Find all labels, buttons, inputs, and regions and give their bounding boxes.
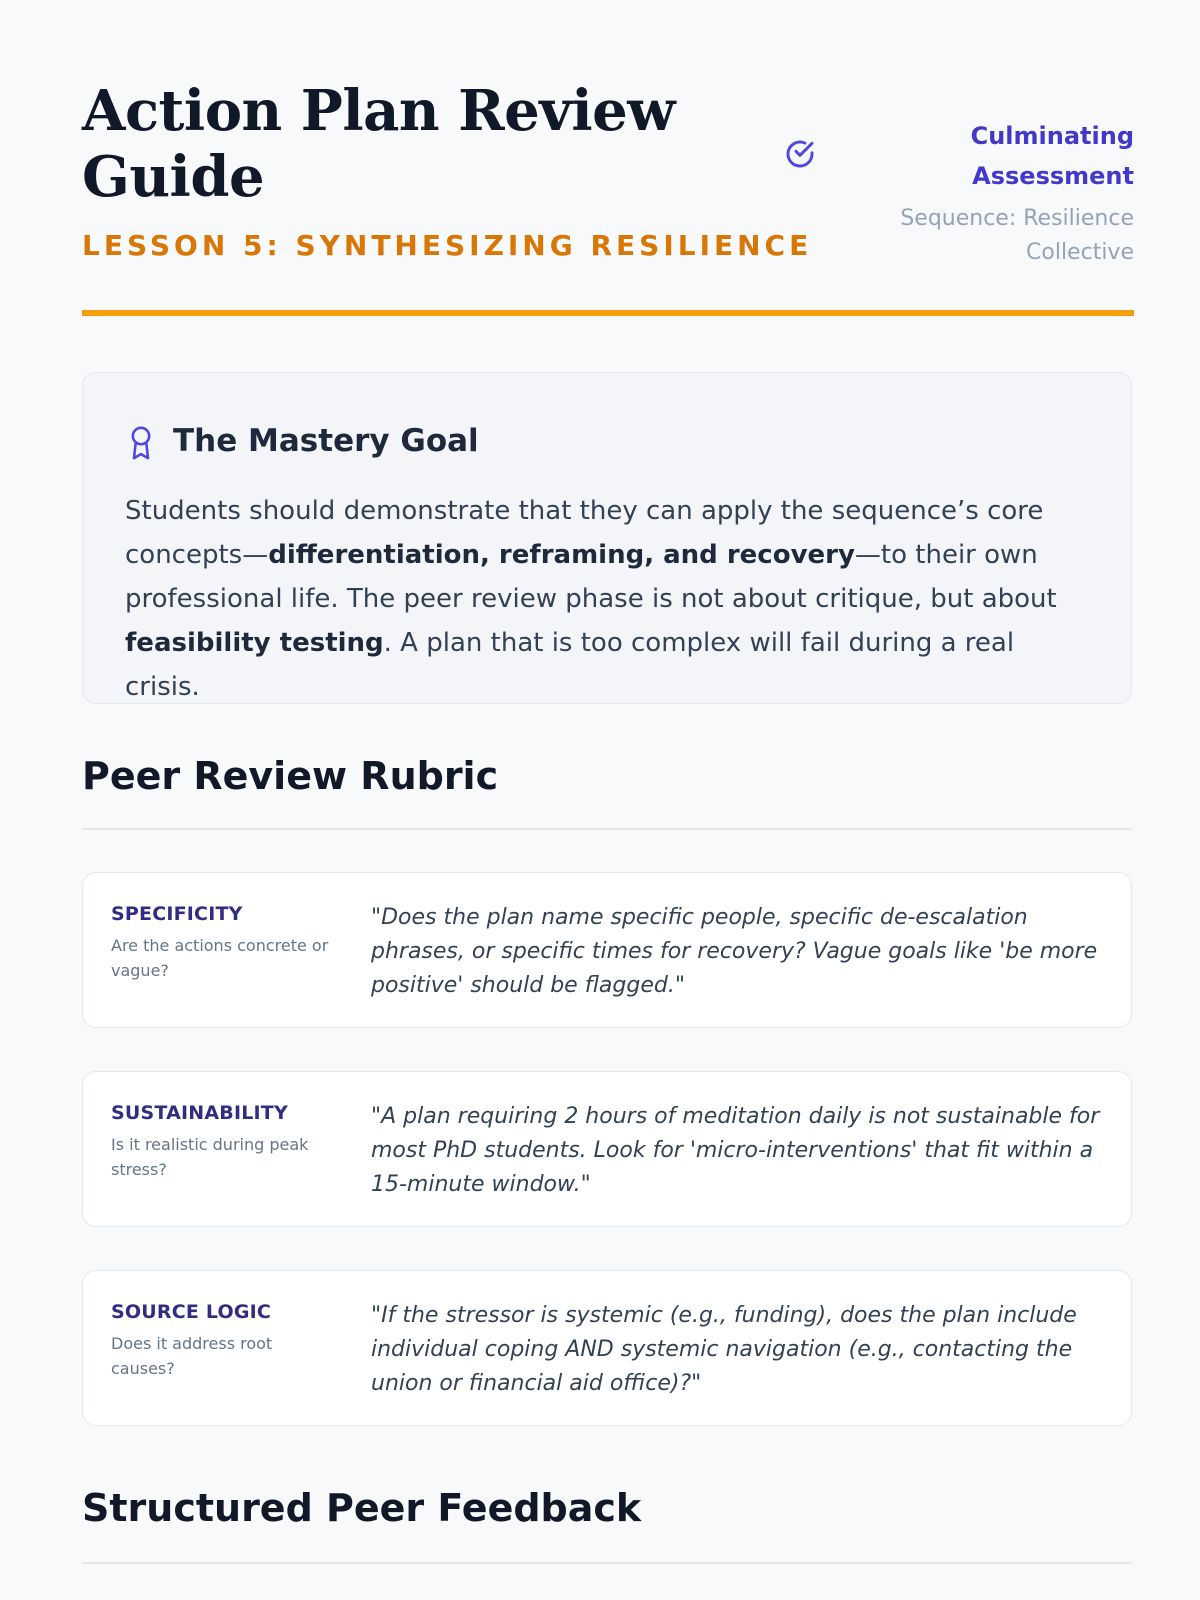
award-ribbon-icon xyxy=(127,425,155,461)
goal-feasibility-emphasis: feasibility testing xyxy=(125,628,384,658)
mastery-goal-title: The Mastery Goal xyxy=(173,423,479,459)
assessment-badge: Culminating Assessment xyxy=(970,122,1134,190)
goal-text-part: . A plan that is too complex will fail during a real crisis. xyxy=(125,628,1015,702)
mastery-goal-card xyxy=(82,372,1132,704)
goal-text-part: Students should demonstrate that they can apply the sequence’s core concepts— xyxy=(125,496,1044,570)
check-circle-icon xyxy=(784,138,816,170)
assessment-meta xyxy=(874,116,1134,270)
header-divider xyxy=(82,310,1134,316)
rubric-question: Are the actions concrete or vague? xyxy=(111,936,329,980)
rubric-question: Is it realistic during peak stress? xyxy=(111,1135,309,1179)
sequence-label: Sequence: Resilience Collective xyxy=(900,206,1134,265)
rubric-question: Does it address root causes? xyxy=(111,1334,273,1378)
rubric-guidance: "Does the plan name specific people, specific de-escalation phrases, or specific times for recovery? Vague goals like 'be more positive' should be flagged." xyxy=(371,905,1098,998)
page xyxy=(82,0,1134,1530)
rubric-criterion: SUSTAINABILITY xyxy=(111,1102,288,1124)
rubric-card-sustainability xyxy=(82,1071,1132,1227)
rubric-card-source-logic xyxy=(82,1270,1132,1426)
lesson-subtitle: LESSON 5: SYNTHESIZING RESILIENCE xyxy=(82,229,813,262)
feedback-heading: Structured Peer Feedback xyxy=(82,1486,642,1530)
goal-text-part: —to their own professional life. The peer review phase is not about critique, but about xyxy=(125,540,1057,614)
feedback-divider xyxy=(82,1562,1132,1564)
rubric-divider xyxy=(82,828,1132,830)
rubric-card-specificity xyxy=(82,872,1132,1028)
page-header xyxy=(82,0,1134,316)
rubric-guidance: "If the stressor is systemic (e.g., funding), does the plan include individual coping AND systemic navigation (e.g., contacting the union or financial aid office)?" xyxy=(371,1303,1077,1396)
goal-key-concepts: differentiation, reframing, and recovery xyxy=(268,540,855,570)
mastery-goal-text xyxy=(125,489,1085,709)
page-title: Action Plan Review Guide xyxy=(82,78,675,210)
rubric-heading: Peer Review Rubric xyxy=(82,754,499,798)
rubric-criterion: SPECIFICITY xyxy=(111,903,243,925)
rubric-criterion: SOURCE LOGIC xyxy=(111,1301,272,1323)
rubric-guidance: "A plan requiring 2 hours of meditation daily is not sustainable for most PhD students. Look for 'micro-interventions' that fit within a 15-minute window." xyxy=(371,1104,1100,1197)
